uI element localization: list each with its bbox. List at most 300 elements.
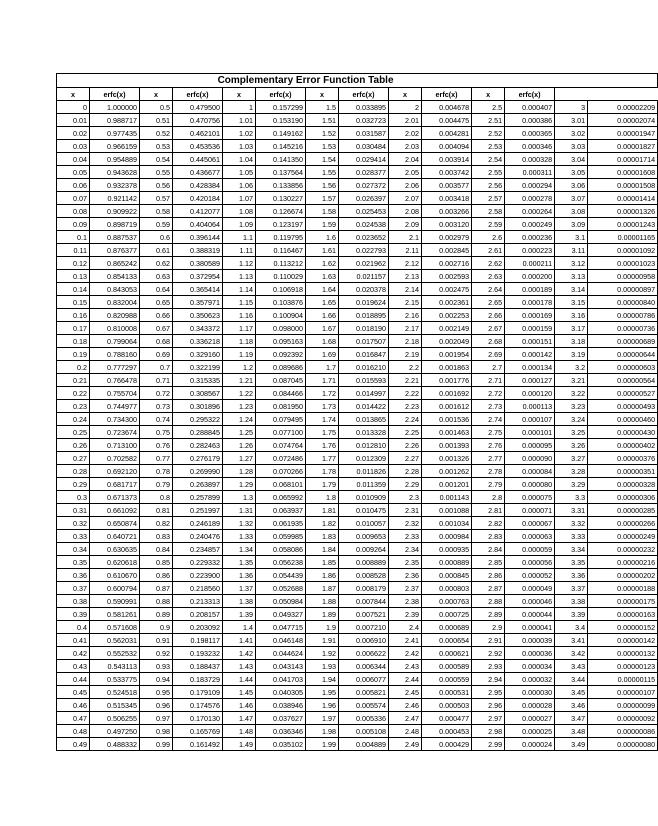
erfc-cell: 0.396144 [173, 231, 223, 244]
x-cell: 0.17 [57, 322, 90, 335]
erfc-cell: 0.00000152 [588, 621, 658, 634]
erfc-cell: 0.000169 [505, 309, 555, 322]
erfc-cell: 0.966159 [90, 140, 140, 153]
erfc-cell: 0.954889 [90, 153, 140, 166]
table-title: Complementary Error Function Table [140, 74, 472, 88]
erfc-cell: 0.497250 [90, 725, 140, 738]
erfc-cell: 0.174576 [173, 699, 223, 712]
erfc-cell: 0.023652 [339, 231, 389, 244]
erfc-cell: 0.00000115 [588, 673, 658, 686]
erfc-cell: 0.650874 [90, 517, 140, 530]
x-cell: 1.01 [223, 114, 256, 127]
erfc-cell: 0.024538 [339, 218, 389, 231]
table-row [57, 374, 658, 387]
x-cell: 0.99 [140, 738, 173, 751]
header-x: x [140, 88, 173, 101]
x-cell: 0.65 [140, 296, 173, 309]
erfc-cell: 0.000113 [505, 400, 555, 413]
erfc-cell: 0.110029 [256, 270, 306, 283]
x-cell: 0.58 [140, 205, 173, 218]
table-row [57, 491, 658, 504]
x-cell: 2.16 [389, 309, 422, 322]
erfc-cell: 0.032723 [339, 114, 389, 127]
erfc-cell: 0.453536 [173, 140, 223, 153]
x-cell: 2.15 [389, 296, 422, 309]
erfc-cell: 0.276179 [173, 452, 223, 465]
erfc-cell: 0.308567 [173, 387, 223, 400]
x-cell: 0.23 [57, 400, 90, 413]
x-cell: 0.2 [57, 361, 90, 374]
erfc-cell: 0.007210 [339, 621, 389, 634]
erfc-cell: 0.00000175 [588, 595, 658, 608]
x-cell: 0.92 [140, 647, 173, 660]
erfc-cell: 0.00000306 [588, 491, 658, 504]
x-cell: 1.29 [223, 478, 256, 491]
erfc-cell: 0.00001608 [588, 166, 658, 179]
x-cell: 2.71 [472, 374, 505, 387]
x-cell: 2.54 [472, 153, 505, 166]
erfc-cell: 0.153190 [256, 114, 306, 127]
x-cell: 1.58 [306, 205, 339, 218]
x-cell: 2.63 [472, 270, 505, 283]
x-cell: 0.9 [140, 621, 173, 634]
erfc-cell: 0.000034 [505, 660, 555, 673]
x-cell: 2.22 [389, 387, 422, 400]
erfc-cell: 0.027372 [339, 179, 389, 192]
erfc-cell: 0.00001947 [588, 127, 658, 140]
erfc-cell: 0.001143 [422, 491, 472, 504]
x-cell: 0.69 [140, 348, 173, 361]
x-cell: 2.57 [472, 192, 505, 205]
erfc-cell: 0.000039 [505, 634, 555, 647]
x-cell: 2.76 [472, 439, 505, 452]
erfc-cell: 0.054439 [256, 569, 306, 582]
table-row [57, 309, 658, 322]
x-cell: 0.89 [140, 608, 173, 621]
erfc-cell: 0.004281 [422, 127, 472, 140]
erfc-cell: 0.021157 [339, 270, 389, 283]
x-cell: 0.75 [140, 426, 173, 439]
erfc-cell: 0.001088 [422, 504, 472, 517]
erfc-cell: 0.251997 [173, 504, 223, 517]
x-cell: 3.14 [555, 283, 588, 296]
x-cell: 1.13 [223, 270, 256, 283]
x-cell: 2.12 [389, 257, 422, 270]
erfc-cell: 0.050984 [256, 595, 306, 608]
erfc-cell: 0.000328 [505, 153, 555, 166]
x-cell: 0.1 [57, 231, 90, 244]
erfc-cell: 0.479500 [173, 101, 223, 114]
x-cell: 2.89 [472, 608, 505, 621]
x-cell: 3.21 [555, 374, 588, 387]
x-cell: 0.88 [140, 595, 173, 608]
x-cell: 3.28 [555, 465, 588, 478]
x-cell: 1.93 [306, 660, 339, 673]
erfc-cell: 0.035102 [256, 738, 306, 751]
x-cell: 2.07 [389, 192, 422, 205]
erfc-cell: 0.001692 [422, 387, 472, 400]
erfc-cell: 0.193232 [173, 647, 223, 660]
x-cell: 1.59 [306, 218, 339, 231]
x-cell: 0.64 [140, 283, 173, 296]
x-cell: 1.37 [223, 582, 256, 595]
erfc-cell: 0.098000 [256, 322, 306, 335]
x-cell: 2.41 [389, 634, 422, 647]
erfc-cell: 0.404064 [173, 218, 223, 231]
header-erfc: erfc(x) [173, 88, 223, 101]
x-cell: 0.36 [57, 569, 90, 582]
x-cell: 1.3 [223, 491, 256, 504]
x-cell: 1.41 [223, 634, 256, 647]
x-cell: 2.51 [472, 114, 505, 127]
erfc-cell: 0.692120 [90, 465, 140, 478]
x-cell: 1.88 [306, 595, 339, 608]
x-cell: 3.31 [555, 504, 588, 517]
x-cell: 1.03 [223, 140, 256, 153]
x-cell: 2.17 [389, 322, 422, 335]
x-cell: 1.75 [306, 426, 339, 439]
x-cell: 2.77 [472, 452, 505, 465]
x-cell: 1.83 [306, 530, 339, 543]
erfc-cell: 0.003914 [422, 153, 472, 166]
erfc-cell: 0.00000099 [588, 699, 658, 712]
table-row [57, 153, 658, 166]
x-cell: 1.99 [306, 738, 339, 751]
x-cell: 2.79 [472, 478, 505, 491]
table-row [57, 634, 658, 647]
x-cell: 0.27 [57, 452, 90, 465]
erfc-cell: 0.006910 [339, 634, 389, 647]
x-cell: 0.67 [140, 322, 173, 335]
table-row [57, 257, 658, 270]
x-cell: 2.8 [472, 491, 505, 504]
x-cell: 0.03 [57, 140, 90, 153]
erfc-cell: 0.000621 [422, 647, 472, 660]
erfc-cell: 0.004889 [339, 738, 389, 751]
x-cell: 0.62 [140, 257, 173, 270]
x-cell: 0.48 [57, 725, 90, 738]
table-row [57, 361, 658, 374]
x-cell: 0.01 [57, 114, 90, 127]
x-cell: 2.56 [472, 179, 505, 192]
erfc-cell: 0.058086 [256, 543, 306, 556]
x-cell: 1.32 [223, 517, 256, 530]
erfc-cell: 0.016847 [339, 348, 389, 361]
x-cell: 0.12 [57, 257, 90, 270]
table-row [57, 556, 658, 569]
erfc-cell: 0.000028 [505, 699, 555, 712]
x-cell: 0.07 [57, 192, 90, 205]
erfc-cell: 0.213313 [173, 595, 223, 608]
erfc-cell: 0.137564 [256, 166, 306, 179]
x-cell: 1.07 [223, 192, 256, 205]
x-cell: 2.6 [472, 231, 505, 244]
erfc-cell: 0.301896 [173, 400, 223, 413]
erfc-cell: 0.016210 [339, 361, 389, 374]
header-x: x [223, 88, 256, 101]
x-cell: 3.46 [555, 699, 588, 712]
x-cell: 2.45 [389, 686, 422, 699]
x-cell: 2.97 [472, 712, 505, 725]
x-cell: 0.51 [140, 114, 173, 127]
x-cell: 1.79 [306, 478, 339, 491]
x-cell: 2.24 [389, 413, 422, 426]
x-cell: 2.67 [472, 322, 505, 335]
erfc-cell: 0.037627 [256, 712, 306, 725]
erfc-cell: 0.003266 [422, 205, 472, 218]
x-cell: 1.19 [223, 348, 256, 361]
x-cell: 0.78 [140, 465, 173, 478]
erfc-cell: 0.00002209 [588, 101, 658, 114]
erfc-cell: 0.234857 [173, 543, 223, 556]
x-cell: 2.58 [472, 205, 505, 218]
erfc-cell: 0.000559 [422, 673, 472, 686]
x-cell: 1.39 [223, 608, 256, 621]
erfc-cell: 0.001954 [422, 348, 472, 361]
x-cell: 2.11 [389, 244, 422, 257]
erfc-cell: 0.063937 [256, 504, 306, 517]
erfc-cell: 0.002253 [422, 309, 472, 322]
erfc-cell: 0.000107 [505, 413, 555, 426]
erfc-cell: 0.018895 [339, 309, 389, 322]
x-cell: 0.68 [140, 335, 173, 348]
erfc-cell: 0.113212 [256, 257, 306, 270]
x-cell: 1.1 [223, 231, 256, 244]
erfc-cell: 0.161492 [173, 738, 223, 751]
erfc-cell: 0.388319 [173, 244, 223, 257]
erfc-cell: 0.788160 [90, 348, 140, 361]
table-row [57, 296, 658, 309]
x-cell: 2.73 [472, 400, 505, 413]
x-cell: 0.79 [140, 478, 173, 491]
table-row [57, 660, 658, 673]
erfc-cell: 0.106918 [256, 283, 306, 296]
x-cell: 0.21 [57, 374, 90, 387]
x-cell: 0.02 [57, 127, 90, 140]
erfc-cell: 0.734300 [90, 413, 140, 426]
x-cell: 2.25 [389, 426, 422, 439]
erfc-cell: 0.000935 [422, 543, 472, 556]
erfc-cell: 0.661092 [90, 504, 140, 517]
erfc-cell: 0.044624 [256, 647, 306, 660]
x-cell: 0.43 [57, 660, 90, 673]
erfc-cell: 0.581261 [90, 608, 140, 621]
erfc-table-sheet [56, 73, 656, 751]
x-cell: 2 [389, 101, 422, 114]
x-cell: 1.77 [306, 452, 339, 465]
x-cell: 0.5 [140, 101, 173, 114]
erfc-cell: 0.000845 [422, 569, 472, 582]
x-cell: 2.5 [472, 101, 505, 114]
x-cell: 3.33 [555, 530, 588, 543]
x-cell: 2.93 [472, 660, 505, 673]
table-row [57, 101, 658, 114]
erfc-cell: 0.000101 [505, 426, 555, 439]
erfc-cell: 0.713100 [90, 439, 140, 452]
erfc-cell: 0.488332 [90, 738, 140, 751]
x-cell: 2.78 [472, 465, 505, 478]
erfc-cell: 0.000803 [422, 582, 472, 595]
erfc-cell: 0.170130 [173, 712, 223, 725]
erfc-cell: 0.000151 [505, 335, 555, 348]
erfc-cell: 0.00000402 [588, 439, 658, 452]
erfc-cell: 0.562031 [90, 634, 140, 647]
x-cell: 2.05 [389, 166, 422, 179]
x-cell: 0.83 [140, 530, 173, 543]
x-cell: 1.25 [223, 426, 256, 439]
table-row [57, 504, 658, 517]
erfc-cell: 0.019624 [339, 296, 389, 309]
x-cell: 2.48 [389, 725, 422, 738]
erfc-cell: 0.000067 [505, 517, 555, 530]
table-row [57, 426, 658, 439]
header-erfc: erfc(x) [422, 88, 472, 101]
x-cell: 1.28 [223, 465, 256, 478]
x-cell: 1.45 [223, 686, 256, 699]
x-cell: 0.39 [57, 608, 90, 621]
erfc-cell: 0.943628 [90, 166, 140, 179]
x-cell: 0.54 [140, 153, 173, 166]
x-cell: 1.14 [223, 283, 256, 296]
erfc-cell: 0.012309 [339, 452, 389, 465]
erfc-cell: 0.141350 [256, 153, 306, 166]
erfc-cell: 0.000120 [505, 387, 555, 400]
erfc-cell: 0.820988 [90, 309, 140, 322]
x-cell: 1.17 [223, 322, 256, 335]
table-row [57, 452, 658, 465]
erfc-cell: 0.014422 [339, 400, 389, 413]
x-cell: 1.69 [306, 348, 339, 361]
header-x: x [306, 88, 339, 101]
x-cell: 1.22 [223, 387, 256, 400]
header-x: x [472, 88, 505, 101]
erfc-cell: 0.600794 [90, 582, 140, 595]
table-row [57, 231, 658, 244]
erfc-cell: 0.014997 [339, 387, 389, 400]
erfc-cell: 0.007844 [339, 595, 389, 608]
x-cell: 1.35 [223, 556, 256, 569]
x-cell: 3.06 [555, 179, 588, 192]
x-cell: 0.4 [57, 621, 90, 634]
x-cell: 3 [555, 101, 588, 114]
x-cell: 1.06 [223, 179, 256, 192]
x-cell: 1.27 [223, 452, 256, 465]
erfc-cell: 0.000889 [422, 556, 472, 569]
table-row [57, 712, 658, 725]
x-cell: 2.03 [389, 140, 422, 153]
x-cell: 1.9 [306, 621, 339, 634]
x-cell: 3.29 [555, 478, 588, 491]
x-cell: 3.25 [555, 426, 588, 439]
erfc-cell: 0.00001023 [588, 257, 658, 270]
erfc-cell: 0.010475 [339, 504, 389, 517]
erfc-cell: 0.072486 [256, 452, 306, 465]
x-cell: 2.75 [472, 426, 505, 439]
erfc-cell: 0.025453 [339, 205, 389, 218]
erfc-cell: 0.00001508 [588, 179, 658, 192]
x-cell: 3.19 [555, 348, 588, 361]
x-cell: 3.44 [555, 673, 588, 686]
x-cell: 1.4 [223, 621, 256, 634]
erfc-cell: 0.208157 [173, 608, 223, 621]
table-row [57, 283, 658, 296]
x-cell: 1.91 [306, 634, 339, 647]
erfc-cell: 0.000025 [505, 725, 555, 738]
x-cell: 1.66 [306, 309, 339, 322]
erfc-cell: 0.026397 [339, 192, 389, 205]
erfc-cell: 0.329160 [173, 348, 223, 361]
x-cell: 1.94 [306, 673, 339, 686]
x-cell: 2.62 [472, 257, 505, 270]
x-cell: 3.12 [555, 257, 588, 270]
x-cell: 3.09 [555, 218, 588, 231]
erfc-cell: 0.533775 [90, 673, 140, 686]
x-cell: 1.78 [306, 465, 339, 478]
x-cell: 0.55 [140, 166, 173, 179]
x-cell: 2.81 [472, 504, 505, 517]
x-cell: 2.92 [472, 647, 505, 660]
x-cell: 0.18 [57, 335, 90, 348]
x-cell: 1.49 [223, 738, 256, 751]
x-cell: 2.99 [472, 738, 505, 751]
erfc-cell: 0.744977 [90, 400, 140, 413]
x-cell: 2.21 [389, 374, 422, 387]
table-row [57, 686, 658, 699]
x-cell: 0.16 [57, 309, 90, 322]
x-cell: 1.73 [306, 400, 339, 413]
erfc-cell: 0.702582 [90, 452, 140, 465]
x-cell: 2.43 [389, 660, 422, 673]
x-cell: 0.52 [140, 127, 173, 140]
erfc-cell: 0.116467 [256, 244, 306, 257]
x-cell: 0.97 [140, 712, 173, 725]
header-row [57, 88, 658, 101]
x-cell: 0.38 [57, 595, 90, 608]
x-cell: 1.36 [223, 569, 256, 582]
erfc-cell: 0.020378 [339, 283, 389, 296]
erfc-cell: 0.00000564 [588, 374, 658, 387]
erfc-cell: 0.000142 [505, 348, 555, 361]
table-row [57, 725, 658, 738]
erfc-cell: 0.00001827 [588, 140, 658, 153]
erfc-cell: 0.081950 [256, 400, 306, 413]
erfc-cell: 0.00000958 [588, 270, 658, 283]
erfc-cell: 0.543113 [90, 660, 140, 673]
erfc-cell: 0.013328 [339, 426, 389, 439]
erfc-cell: 0.590991 [90, 595, 140, 608]
x-cell: 0.29 [57, 478, 90, 491]
erfc-cell: 0.00000132 [588, 647, 658, 660]
erfc-cell: 0.145216 [256, 140, 306, 153]
erfc-cell: 0.000071 [505, 504, 555, 517]
erfc-cell: 0.00000786 [588, 309, 658, 322]
x-cell: 2.2 [389, 361, 422, 374]
erfc-cell: 0.00001326 [588, 205, 658, 218]
erfc-cell: 0.00002074 [588, 114, 658, 127]
x-cell: 1.42 [223, 647, 256, 660]
x-cell: 1.7 [306, 361, 339, 374]
erfc-cell: 0.00000188 [588, 582, 658, 595]
erfc-cell: 0.436677 [173, 166, 223, 179]
erfc-cell: 0.506255 [90, 712, 140, 725]
erfc-cell: 0.315335 [173, 374, 223, 387]
x-cell: 1.02 [223, 127, 256, 140]
table-row [57, 335, 658, 348]
x-cell: 0.31 [57, 504, 90, 517]
erfc-cell: 0.000763 [422, 595, 472, 608]
erfc-cell: 0.009653 [339, 530, 389, 543]
erfc-cell: 0.018190 [339, 322, 389, 335]
